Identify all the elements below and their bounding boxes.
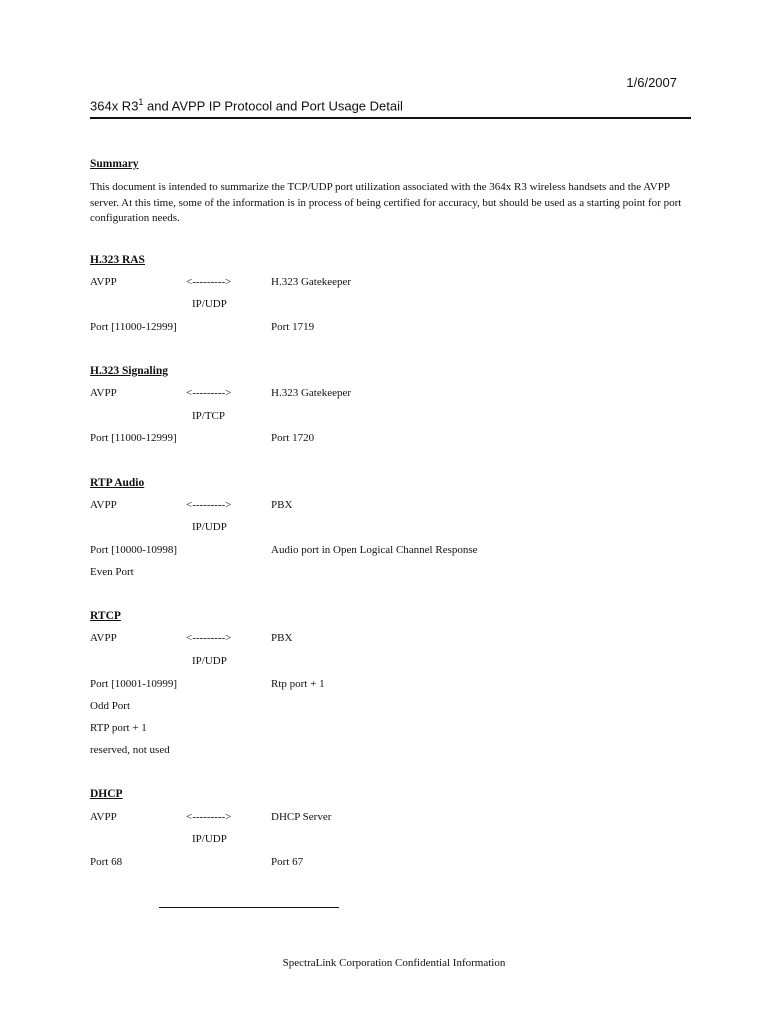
section-right-port: Port 1720 [271, 432, 315, 444]
section-left-port: Port [10000-10998] [90, 544, 178, 556]
section-left-endpoint: AVPP [90, 811, 117, 823]
section-protocol: IP/UDP [192, 655, 227, 667]
section-arrow: <---------> [186, 632, 232, 644]
section-left-endpoint: AVPP [90, 632, 117, 644]
section-protocol: IP/TCP [192, 410, 226, 422]
section-left-port: Port [11000-12999] [90, 321, 177, 333]
section-left-port: Port [10001-10999] [90, 678, 178, 690]
section-left-endpoint: AVPP [90, 387, 117, 399]
title-part-2: and AVPP IP Protocol and Port Usage Detail [143, 98, 403, 114]
section-protocol: IP/UDP [192, 833, 227, 845]
section-right-port: Port 1719 [271, 321, 315, 333]
section-right-endpoint: PBX [271, 499, 293, 511]
section-right-port: Port 67 [271, 856, 304, 868]
section-right-port: Audio port in Open Logical Channel Response [271, 544, 478, 556]
section-note: Odd Port [90, 700, 131, 712]
summary-text: This document is intended to summarize the TCP/UDP port utilization associated with the 364x R3 wireless handsets and the AVPP server. At this time, some of the information is in process of being certified for accuracy, but should be used as a starting point for port configuration needs. [90, 181, 682, 224]
title-footnote-mark: 1 [138, 97, 144, 107]
section-arrow: <---------> [186, 387, 232, 399]
section-heading-dhcp: DHCP [90, 788, 123, 800]
summary-heading: Summary [90, 158, 139, 170]
section-heading-rtcp: RTCP [90, 610, 121, 622]
section-left-endpoint: AVPP [90, 499, 117, 511]
section-heading-rtp-audio: RTP Audio [90, 477, 145, 489]
footnote-separator [159, 907, 339, 908]
confidential-footer: SpectraLink Corporation Confidential Information [282, 957, 506, 969]
document-date: 1/6/2007 [626, 75, 677, 90]
section-right-port: Rtp port + 1 [271, 678, 325, 690]
section-note: RTP port + 1 [90, 722, 147, 734]
section-note: Even Port [90, 566, 134, 578]
section-right-endpoint: H.323 Gatekeeper [271, 276, 352, 288]
section-right-endpoint: H.323 Gatekeeper [271, 387, 352, 399]
section-protocol: IP/UDP [192, 521, 227, 533]
section-arrow: <---------> [186, 276, 232, 288]
section-arrow: <---------> [186, 811, 232, 823]
title-part-1: 364x R3 [90, 98, 139, 114]
section-left-port: Port [11000-12999] [90, 432, 177, 444]
document-title [90, 97, 403, 113]
title-rule [90, 117, 691, 119]
section-left-port: Port 68 [90, 856, 123, 868]
section-arrow: <---------> [186, 499, 232, 511]
section-right-endpoint: PBX [271, 632, 293, 644]
section-left-endpoint: AVPP [90, 276, 117, 288]
section-heading-h323-ras: H.323 RAS [90, 254, 145, 266]
section-right-endpoint: DHCP Server [271, 811, 332, 823]
section-note: reserved, not used [90, 744, 170, 756]
section-heading-h323-signaling: H.323 Signaling [90, 365, 168, 377]
section-protocol: IP/UDP [192, 298, 227, 310]
